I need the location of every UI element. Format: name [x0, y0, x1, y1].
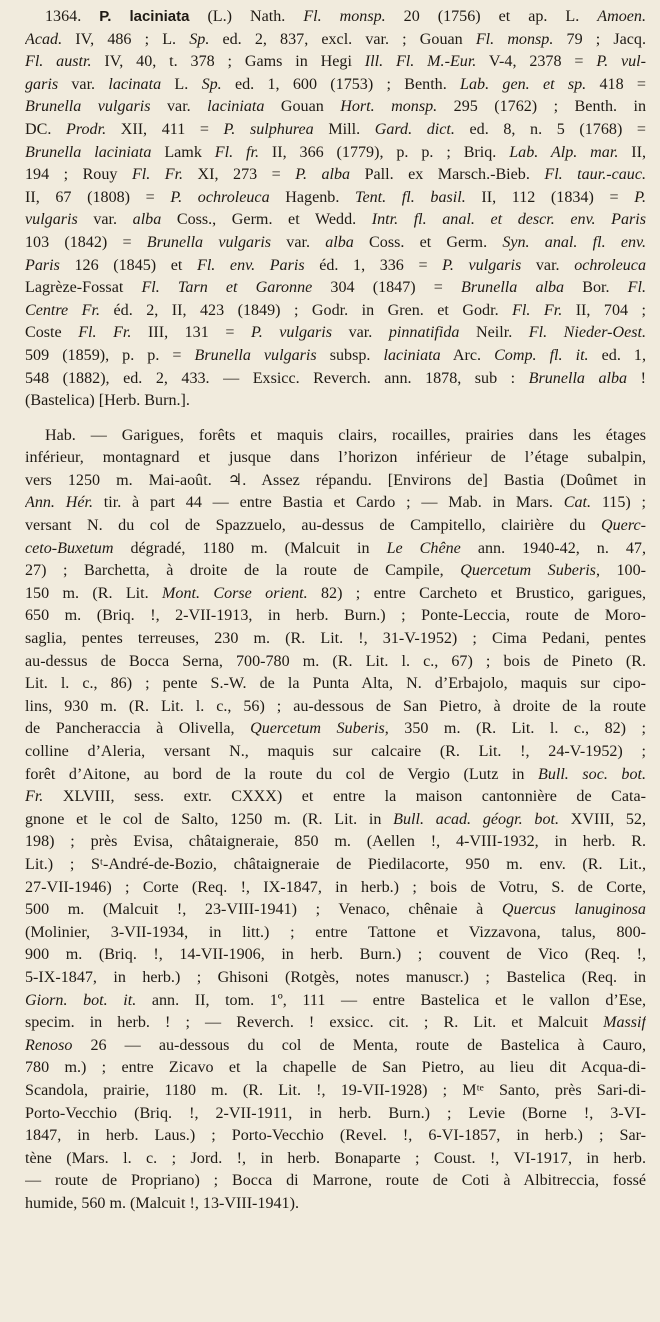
italic-citation: Hort. monsp.: [340, 98, 438, 116]
entry-line: [25, 277, 646, 300]
italic-citation: P. vulgaris: [442, 256, 522, 274]
italic-citation: P. alba: [295, 166, 351, 184]
habitat-line: [25, 515, 646, 538]
text-run: 304 (1847) =: [312, 279, 461, 297]
text-run: ed. 2, 837, excl. var. ; Gouan: [209, 30, 476, 48]
habitat-line: [25, 1080, 646, 1103]
entry-line: [25, 322, 646, 345]
habitat-line: [25, 1170, 646, 1193]
italic-citation: P. vulgaris: [250, 324, 333, 342]
italic-citation: Fl. Nieder-Oest.: [528, 324, 646, 342]
italic-citation: laciniata: [383, 346, 441, 364]
habitat-line: [25, 492, 646, 515]
text-run: 650 m. (Briq. !, 2-VII-1913, in herb. Burn.) ; Ponte-Leccia, route de Moro-: [25, 607, 646, 625]
habitat-line: [25, 764, 646, 787]
italic-citation: Querc-: [601, 517, 646, 535]
text-run: var.: [332, 324, 389, 342]
text-run: var.: [77, 211, 133, 229]
text-run: lins, 930 m. (R. Lit. l. c., 56) ; au-dessous de San Pietro, à droite de la route: [25, 697, 646, 715]
text-run: DC.: [25, 120, 66, 138]
italic-citation: P.: [634, 188, 646, 206]
habitat-line: [25, 944, 646, 967]
habitat-line: [25, 877, 646, 900]
text-run: Lit.) ; Sᵗ-André-de-Bozio, châtaigneraie de Piedilacorte, 950 m. env. (R. Lit.,: [25, 855, 646, 873]
habitat-line: [25, 1035, 646, 1058]
text-run: II, 67 (1808) =: [25, 188, 171, 206]
italic-citation: Paris: [25, 256, 60, 274]
italic-citation: Lab. Alp. mar.: [509, 143, 619, 161]
text-run: ed. 8, n. 5 (1768) =: [454, 120, 646, 138]
text-run: II,: [618, 143, 646, 161]
italic-citation: Amoen.: [597, 8, 646, 25]
text-run: (Molinier, 3-VII-1934, in litt.) ; entre Tattone et Vizzavona, talus, 800-: [25, 923, 646, 941]
habitat-line: [25, 831, 646, 854]
text-run: de Pancheraccia à Olivella,: [25, 720, 251, 738]
italic-citation: P. sulphurea: [223, 120, 314, 138]
text-run: Scandola, prairie, 1180 m. (R. Lit. !, 19-VII-1928) ; Mᵗᵉ Santo, près Sari-di-: [25, 1081, 646, 1099]
text-run: II, 366 (1779), p. p. ; Briq.: [258, 143, 510, 161]
entry-line: [25, 187, 646, 210]
entry-line: [25, 209, 646, 232]
text-run: Neilr.: [459, 324, 529, 342]
genus-abbrev: P.: [99, 8, 112, 25]
italic-citation: ceto-Buxetum: [25, 539, 114, 557]
italic-citation: Fl. monsp.: [303, 8, 386, 25]
text-run: Hab. — Garigues, forêts et maquis clairs, rocailles, prairies dans les étages: [45, 426, 646, 444]
text-run: Lagrèze-Fossat: [25, 279, 142, 297]
italic-citation: Giorn. bot. it.: [25, 991, 137, 1009]
text-run: 115) ;: [591, 494, 646, 512]
text-run: Coss. et Germ.: [353, 233, 503, 251]
text-run: XII, 411 =: [106, 120, 224, 138]
italic-citation: Fl. env. Paris: [197, 256, 305, 274]
text-run: 198) ; près Evisa, châtaigneraie, 850 m. (Aellen !, 4-VIII-1932, in herb. R.: [25, 833, 646, 851]
habitat-line: [25, 583, 646, 606]
text-run: 27-VII-1946) ; Corte (Req. !, IX-1847, in herb.) ; bois de Votru, S. de Corte,: [25, 878, 646, 896]
italic-citation: laciniata: [207, 98, 265, 116]
text-run: Coss., Germ. et Wedd.: [161, 211, 372, 229]
text-run: éd. 2, II, 423 (1849) ; Godr. in Gren. et Godr.: [100, 301, 513, 319]
text-run: 194 ; Rouy: [25, 166, 132, 184]
italic-citation: Fl. Tarn et Garonne: [141, 279, 313, 297]
italic-citation: Gard. dict.: [374, 120, 455, 138]
text-run: Hagenb.: [269, 188, 355, 206]
text-run: specim. in herb. ! ; — Reverch. ! exsicc. cit. ; R. Lit. et Malcuit: [25, 1014, 604, 1032]
habitat-line: [25, 922, 646, 945]
italic-citation: Fl. fr.: [214, 143, 259, 161]
entry-line: [25, 119, 646, 142]
italic-citation: Fl. taur.-cauc.: [544, 166, 646, 184]
italic-citation: P. vul-: [596, 53, 646, 71]
italic-citation: Fl. Fr.: [78, 324, 132, 342]
habitat-line: [25, 605, 646, 628]
text-run: Bor.: [564, 279, 628, 297]
italic-citation: Massif: [603, 1014, 646, 1032]
text-run: var.: [150, 98, 208, 116]
text-run: humide, 560 m. (Malcuit !, 13-VIII-1941).: [25, 1194, 299, 1212]
text-run: 1847, in herb. Laus.) ; Porto-Vecchio (Revel. !, 6-VI-1857, in herb.) ; Sar-: [25, 1127, 646, 1145]
text-run: 418 =: [586, 75, 646, 93]
habitat-line: [25, 1057, 646, 1080]
text-run: gnone et le col de Salto, 1250 m. (R. Lit. in: [25, 810, 394, 828]
text-run: ann. II, tom. 1º, 111 — entre Bastelica et le vallon d’Ese,: [136, 991, 646, 1009]
entry-line: [25, 29, 646, 52]
text-run: ed. 1, 600 (1753) ; Benth.: [221, 75, 461, 93]
italic-citation: Fl. austr.: [25, 53, 92, 71]
text-run: XLVIII, sess. extr. CXXX) et entre la maison cantonnière de Cata-: [43, 788, 646, 806]
text-run: dégradé, 1180 m. (Malcuit in: [113, 539, 387, 557]
text-run: Gouan: [264, 98, 341, 116]
italic-citation: Brunella alba: [528, 369, 628, 387]
italic-citation: Ill. Fl. M.-Eur.: [364, 53, 477, 71]
habitat-line: [25, 786, 646, 809]
italic-citation: Prodr.: [66, 120, 107, 138]
text-run: !: [627, 369, 646, 387]
text-run: ed. 1,: [588, 346, 646, 364]
text-run: tir. à part 44 — entre Bastia et Cardo ; — Mab. in Mars.: [93, 494, 564, 512]
entry-line: [25, 300, 646, 323]
text-run: colline d’Aleria, versant N., maquis sur calcaire (R. Lit. !, 24-V-1952) ;: [25, 743, 646, 760]
habitat-line: [25, 673, 646, 696]
text-run: 20 (1756) et ap. L.: [385, 8, 598, 25]
entry-line: [25, 390, 646, 413]
entry-line-0: [189, 8, 646, 25]
text-run: L.: [161, 75, 202, 93]
italic-citation: Renoso: [25, 1036, 73, 1054]
habitat-line: [25, 470, 646, 493]
italic-citation: Acad.: [25, 30, 63, 48]
text-run: var.: [58, 75, 109, 93]
italic-citation: Brunella vulgaris: [194, 346, 317, 364]
species-entry: [25, 6, 646, 413]
text-run: 79 ; Jacq.: [553, 30, 646, 48]
italic-citation: Comp. fl. it.: [494, 346, 589, 364]
entry-line: [25, 74, 646, 97]
habitat-paragraph: [25, 425, 646, 1216]
text-run: IV, 40, t. 378 ; Gams in Hegi: [91, 53, 365, 71]
habitat-line: [25, 1012, 646, 1035]
italic-citation: Bull. acad. géogr. bot.: [393, 810, 559, 828]
italic-citation: Fl.: [627, 279, 646, 297]
italic-citation: Bull. soc. bot.: [537, 765, 646, 783]
text-run: forêt d’Aitone, au bord de la route du col de Vergio (Lutz in: [25, 765, 538, 783]
text-run: tène (Mars. l. c. ; Jord. !, in herb. Bonaparte ; Coust. !, VI-1917, in herb.: [25, 1149, 646, 1167]
entry-line: [25, 164, 646, 187]
text-run: éd. 1, 336 =: [304, 256, 443, 274]
italic-citation: Quercetum Suberis: [460, 562, 596, 580]
text-run: 900 m. (Briq. !, 14-VII-1906, in herb. Burn.) ; couvent de Vico (Req. !,: [25, 946, 646, 964]
entry-line: [25, 96, 646, 119]
italic-citation: Quercetum Suberis: [250, 720, 385, 738]
text-run: — route de Propriano) ; Bocca di Marrone, route de Coti à Albitreccia, fossé: [25, 1172, 646, 1190]
text-run: inférieur, montagnard et jusque dans l’horizon inférieur de l’étage subalpin,: [25, 449, 646, 467]
habitat-line: [25, 651, 646, 674]
habitat-line: [25, 447, 646, 470]
habitat-line: [25, 1103, 646, 1126]
italic-citation: ochroleuca: [574, 256, 646, 274]
habitat-line: [25, 990, 646, 1013]
habitat-line: [25, 854, 646, 877]
entry-line: [25, 255, 646, 278]
italic-citation: Quercus lanuginosa: [501, 901, 646, 919]
text-run: , 350 m. (R. Lit. l. c., 82) ;: [384, 720, 646, 738]
text-run: subsp.: [316, 346, 384, 364]
italic-citation: alba: [132, 211, 162, 229]
text-run: 27) ; Barchetta, à droite de la route de Campile,: [25, 562, 461, 580]
text-run: Mill.: [313, 120, 375, 138]
italic-citation: Brunella laciniata: [25, 143, 152, 161]
habitat-line: [25, 718, 646, 741]
italic-citation: Centre Fr.: [25, 301, 101, 319]
italic-citation: Syn. anal. fl. env.: [502, 233, 646, 251]
text-run: 82) ; entre Carcheto et Brustico, garigues,: [307, 584, 646, 602]
text-run: Coste: [25, 324, 79, 342]
text-run: 150 m. (R. Lit.: [25, 584, 163, 602]
italic-citation: Brunella alba: [461, 279, 565, 297]
text-run: vers 1250 m. Mai-août. ♃. Assez répandu. [Environs de] Bastia (Doûmet in: [25, 471, 646, 489]
text-run: 780 m.) ; entre Zicavo et la chapelle de San Pietro, au lieu dit Acqua-di-: [25, 1059, 646, 1077]
italic-citation: Tent. fl. basil.: [354, 188, 466, 206]
habitat-line: [25, 696, 646, 719]
italic-citation: Sp.: [189, 30, 210, 48]
text-run: 509 (1859), p. p. =: [25, 346, 195, 364]
text-run: 5-IX-1847, in herb.) ; Ghisoni (Rotgès, notes manuscr.) ; Bastelica (Req. in: [25, 968, 646, 986]
entry-line: [25, 368, 646, 391]
text-run: 26 — au-dessous du col de Menta, route de Bastelica à Cauro,: [72, 1036, 646, 1054]
entry-line: [25, 142, 646, 165]
italic-citation: Fr.: [25, 788, 44, 806]
text-run: 126 (1845) et: [59, 256, 197, 274]
habitat-line: [25, 1193, 646, 1216]
italic-citation: Intr. fl. anal. et descr. env. Paris: [371, 211, 646, 229]
text-run: var.: [271, 233, 326, 251]
italic-citation: Fl. monsp.: [475, 30, 554, 48]
italic-citation: garis: [25, 75, 59, 93]
text-run: V-4, 2378 =: [476, 53, 597, 71]
text-run: 500 m. (Malcuit !, 23-VIII-1941) ; Venaco, chênaie à: [25, 901, 502, 919]
species-name: laciniata: [129, 8, 190, 25]
italic-citation: Cat.: [563, 494, 592, 512]
entry-heading-line: [25, 6, 646, 29]
habitat-line: [25, 1148, 646, 1171]
habitat-line: [25, 899, 646, 922]
entry-line: [25, 51, 646, 74]
text-run: saglia, pentes terreuses, 230 m. (R. Lit. !, 31-V-1952) ; Cima Pedani, pentes: [25, 630, 646, 648]
habitat-line: [25, 425, 646, 448]
text-run: , 100-: [595, 562, 646, 580]
italic-citation: P. ochroleuca: [170, 188, 270, 206]
entry-number: 1364.: [45, 8, 82, 25]
italic-citation: Lab. gen. et sp.: [460, 75, 587, 93]
text-run: versant N. du col de Spazzuelo, au-dessus de Campitello, clairière du: [25, 517, 602, 535]
text-run: 548 (1882), ed. 2, 433. — Exsicc. Reverch. ann. 1878, sub :: [25, 369, 529, 387]
text-run: XVIII, 52,: [559, 810, 646, 828]
italic-citation: vulgaris: [25, 211, 78, 229]
text-run: III, 131 =: [131, 324, 251, 342]
text-run: II, 112 (1834) =: [465, 188, 635, 206]
habitat-line: [25, 560, 646, 583]
italic-citation: Brunella vulgaris: [25, 98, 151, 116]
synonymy-text: [25, 29, 646, 413]
italic-citation: lacinata: [108, 75, 162, 93]
italic-citation: Fl. Fr.: [131, 166, 184, 184]
habitat-line: [25, 538, 646, 561]
text-run: Arc.: [440, 346, 495, 364]
text-run: 103 (1842) =: [25, 233, 147, 251]
italic-citation: pinnatifida: [388, 324, 460, 342]
habitat-line: [25, 741, 646, 764]
italic-citation: Mont. Corse orient.: [162, 584, 308, 602]
italic-citation: Ann. Hér.: [25, 494, 94, 512]
habitat-line: [25, 967, 646, 990]
text-run: Pall. ex Marsch.-Bieb.: [350, 166, 545, 184]
text-run: Porto-Vecchio (Briq. !, 2-VII-1911, in herb. Burn.) ; Levie (Borne !, 3-VI-: [25, 1104, 646, 1122]
entry-line: [25, 232, 646, 255]
habitat-line: [25, 1125, 646, 1148]
text-run: Lamk: [151, 143, 215, 161]
text-run: ann. 1940-42, n. 47,: [460, 539, 646, 557]
text-run: (Bastelica) [Herb. Burn.].: [25, 392, 190, 410]
italic-citation: Le Chêne: [386, 539, 461, 557]
text-run: 295 (1762) ; Benth. in: [437, 98, 646, 116]
text-run: IV, 486 ; L.: [62, 30, 190, 48]
text-run: au-dessus de Bocca Serna, 700-780 m. (R. Lit. l. c., 67) ; bois de Pineto (R.: [25, 652, 646, 670]
text-run: Lit. l. c., 86) ; pente S.-W. de la Punta Alta, N. d’Erbajolo, maquis sur cipo-: [25, 675, 646, 693]
habitat-line: [25, 809, 646, 832]
text-run: var.: [521, 256, 575, 274]
entry-line: [25, 345, 646, 368]
italic-citation: Sp.: [201, 75, 222, 93]
text-run: II, 704 ;: [562, 301, 646, 319]
text-run: (L.) Nath.: [189, 8, 304, 25]
italic-citation: alba: [325, 233, 354, 251]
italic-citation: Brunella vulgaris: [146, 233, 272, 251]
italic-citation: Fl. Fr.: [512, 301, 563, 319]
habitat-line: [25, 628, 646, 651]
text-run: XI, 273 =: [183, 166, 296, 184]
